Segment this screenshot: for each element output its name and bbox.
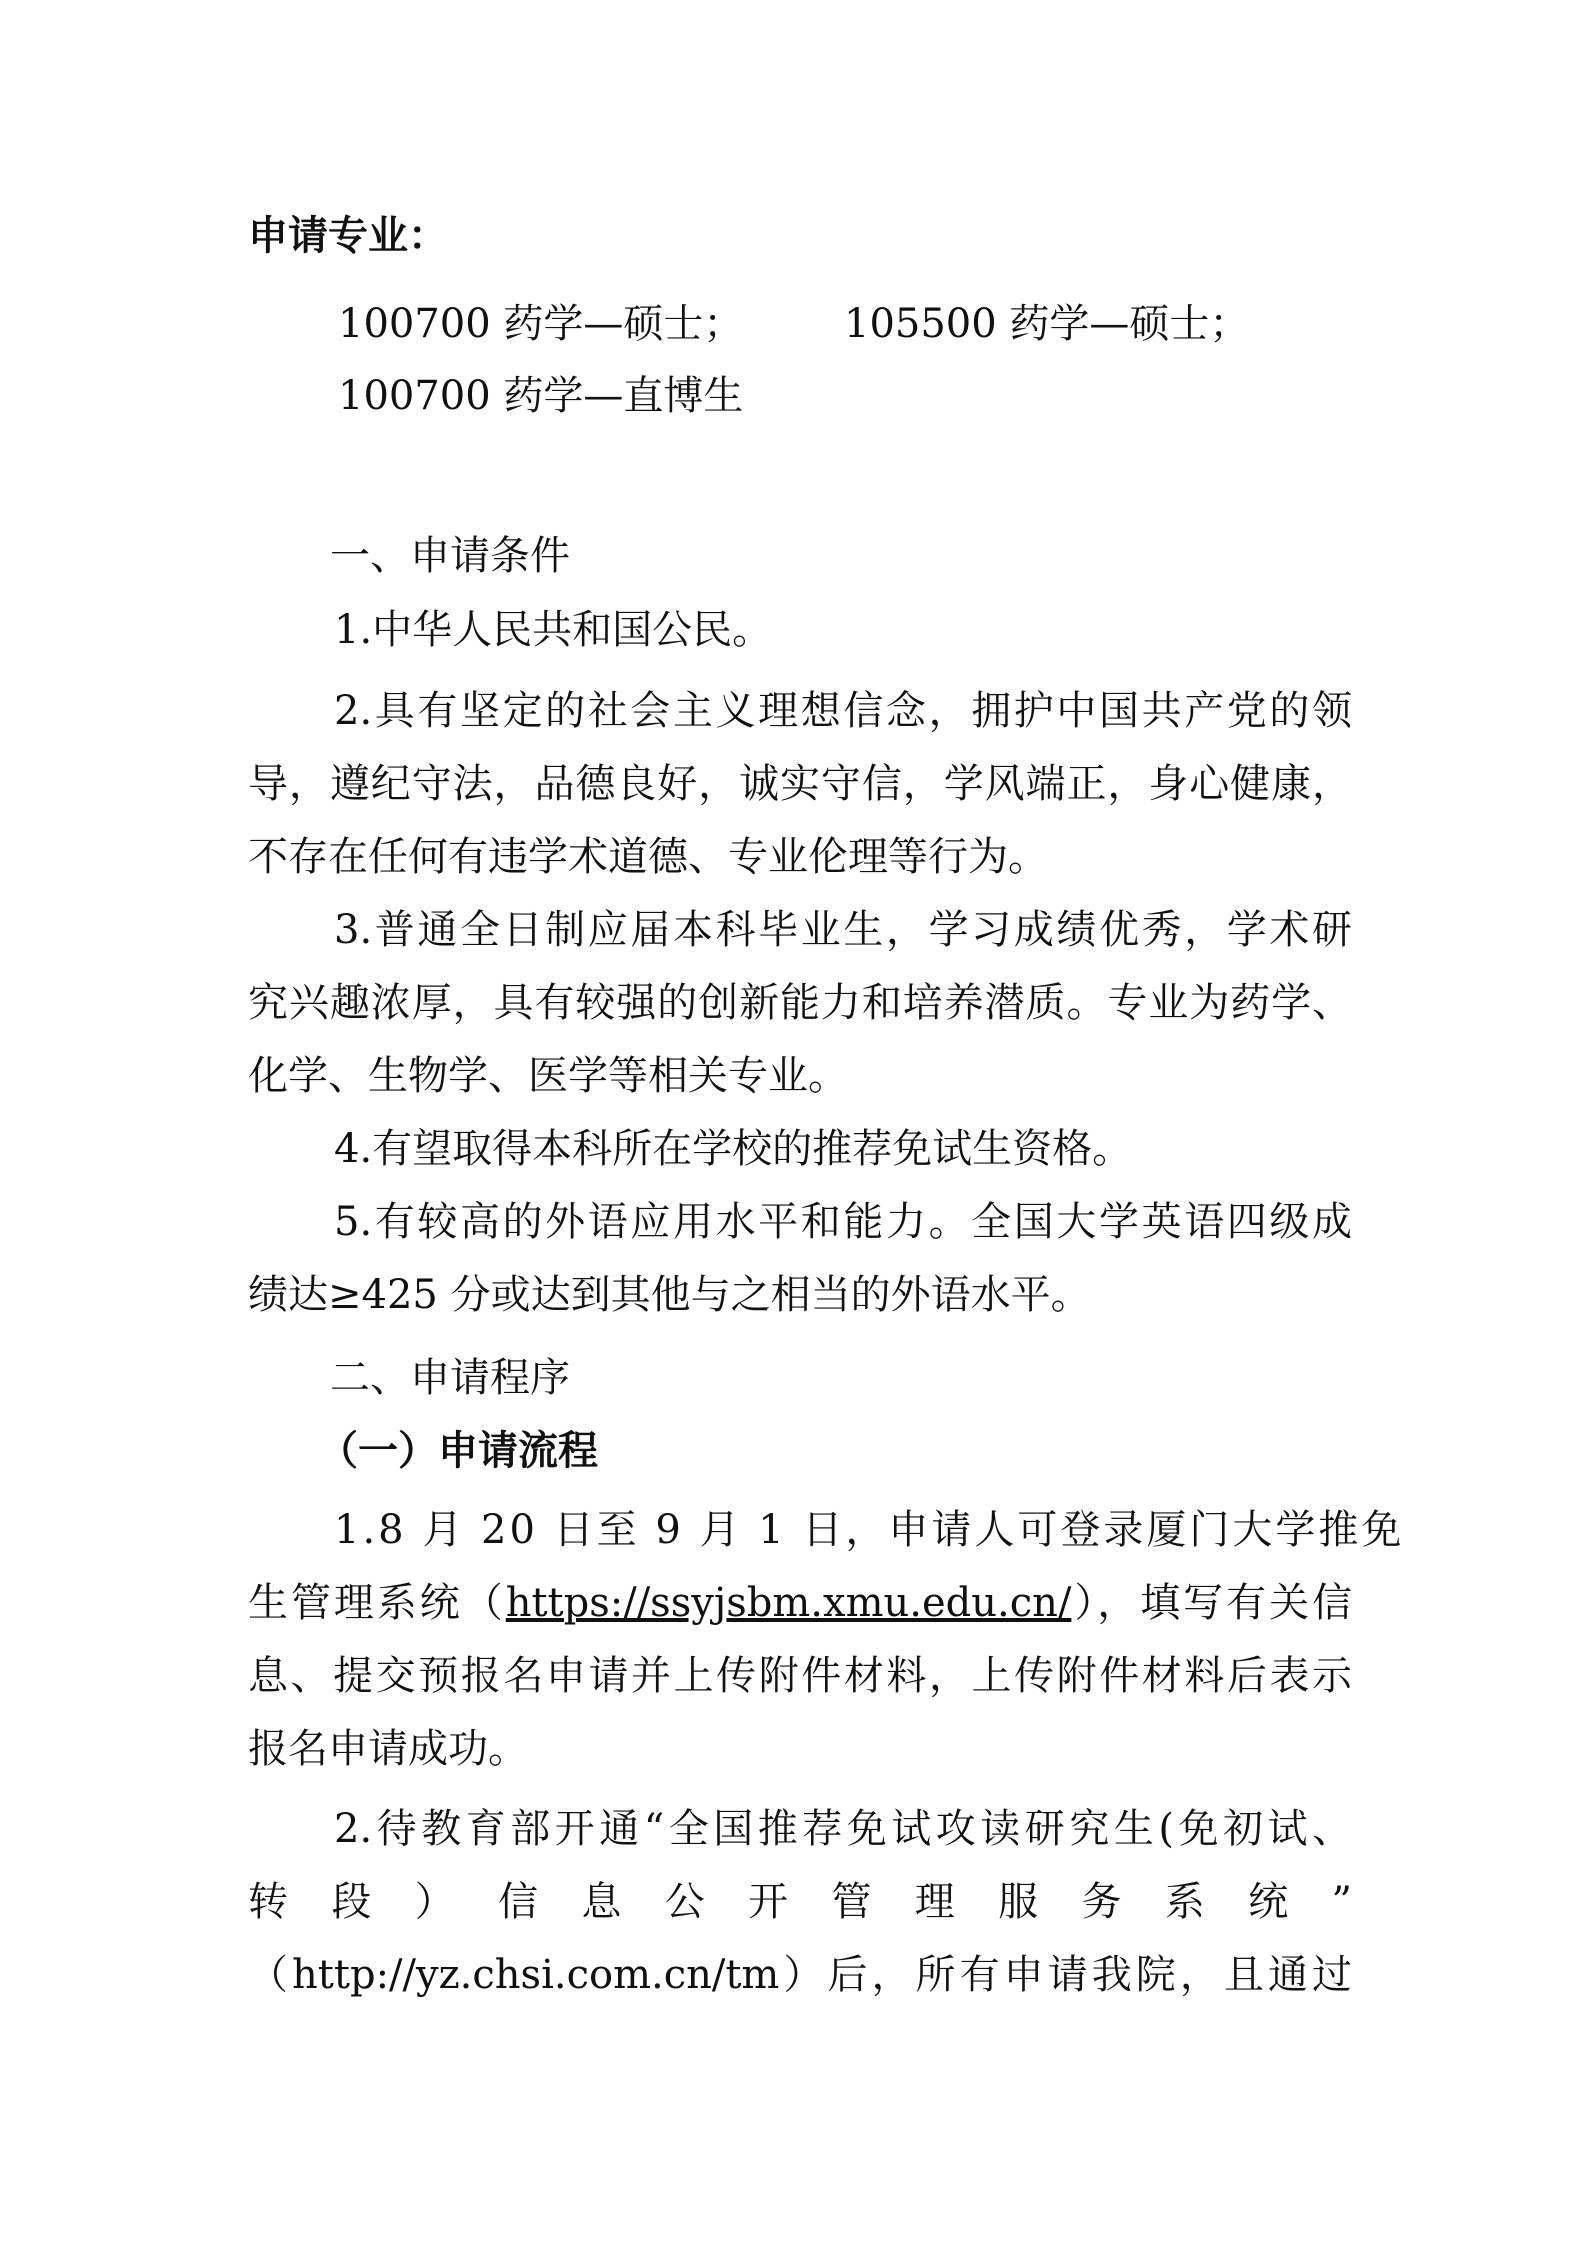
procedure-1-line-2 — [248, 1577, 1352, 1629]
condition-3-line-1: 3.普通全日制应届本科毕业生，学习成绩优秀，学术研 — [334, 907, 1352, 953]
conditions-heading: 一、申请条件 — [330, 533, 570, 579]
procedure-heading: 二、申请程序 — [330, 1355, 570, 1401]
procedure-2-line-3: （http://yz.chsi.com.cn/tm）后，所有申请我院，且通过 — [248, 1952, 1352, 1998]
procedure-1-line-1: 1.8 月 20 日至 9 月 1 日，申请人可登录厦门大学推免 — [334, 1507, 1405, 1553]
condition-3-line-3: 化学、生物学、医学等相关专业。 — [248, 1053, 848, 1099]
condition-5-line-2: 绩达≥425 分或达到其他与之相当的外语水平。 — [248, 1272, 1091, 1318]
majors-heading: 申请专业： — [248, 213, 448, 259]
major-item-3: 100700 药学—直博生 — [338, 373, 744, 419]
procedure-subheading: （一）申请流程 — [318, 1428, 598, 1474]
condition-2-line-1: 2.具有坚定的社会主义理想信念，拥护中国共产党的领 — [334, 688, 1352, 734]
procedure-1-line-2-prefix: 生管理系统（ — [248, 1580, 506, 1626]
procedure-1-line-4: 报名申请成功。 — [248, 1726, 528, 1772]
procedure-2-line-1: 2.待教育部开通“全国推荐免试攻读研究生(免初试、 — [334, 1806, 1352, 1852]
condition-4: 4.有望取得本科所在学校的推荐免试生资格。 — [334, 1126, 1133, 1172]
major-item-2: 105500 药学—硕士； — [844, 301, 1250, 347]
procedure-1-line-2-suffix: ），填写有关信 — [1071, 1580, 1353, 1626]
condition-1: 1.中华人民共和国公民。 — [334, 607, 773, 653]
condition-2-line-2: 导，遵纪守法，品德良好，诚实守信，学风端正，身心健康， — [248, 761, 1352, 807]
condition-3-line-2: 究兴趣浓厚，具有较强的创新能力和培养潜质。专业为药学、 — [248, 980, 1352, 1026]
major-item-1: 100700 药学—硕士； — [338, 301, 744, 347]
condition-2-line-3: 不存在任何有违学术道德、专业伦理等行为。 — [248, 834, 1048, 880]
procedure-1-line-3: 息、提交预报名申请并上传附件材料，上传附件材料后表示 — [248, 1653, 1352, 1699]
procedure-2-line-2: 转 段 ） 信 息 公 开 管 理 服 务 系 统 ” — [248, 1879, 1352, 1925]
registration-system-link[interactable]: https://ssyjsbm.xmu.edu.cn/ — [505, 1580, 1072, 1626]
condition-5-line-1: 5.有较高的外语应用水平和能力。全国大学英语四级成 — [334, 1199, 1352, 1245]
